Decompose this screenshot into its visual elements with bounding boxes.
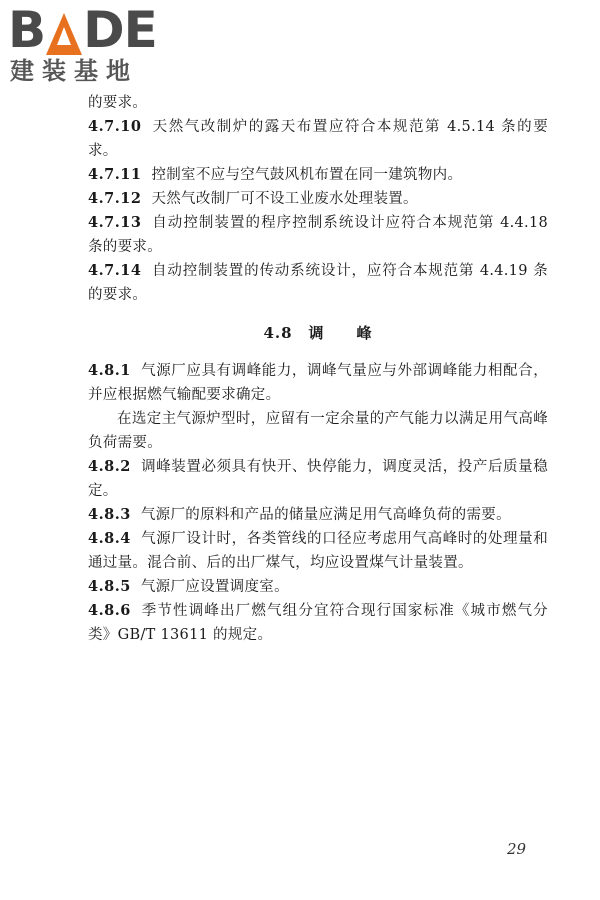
clause-text: 调峰装置必须具有快开、快停能力，调度灵活，投产后质量稳定。 — [88, 459, 548, 499]
clause-paragraph — [88, 599, 548, 647]
clause-text: 自动控制装置的传动系统设计，应符合本规范第 4.4.19 条的要求。 — [88, 263, 548, 303]
clause-text: 在选定主气源炉型时，应留有一定余量的产气能力以满足用气高峰负荷需要。 — [88, 411, 548, 451]
clause-paragraph — [88, 503, 548, 527]
clause-paragraph — [88, 359, 548, 407]
clause-text: 气源厂设计时，各类管线的口径应考虑用气高峰时的处理量和通过量。混合前、后的出厂煤气，均应设置煤气计量装置。 — [88, 531, 548, 571]
clause-paragraph — [88, 259, 548, 307]
clause-number: 4.7.13 — [88, 214, 142, 231]
clause-paragraph — [88, 91, 548, 115]
section-4-8-body — [88, 359, 548, 647]
clause-text: 气源厂应设置调度室。 — [140, 579, 289, 595]
brand-letter-b: B — [8, 1, 46, 59]
clause-text: 天然气改制炉的露天布置应符合本规范第 4.5.14 条的要求。 — [88, 119, 548, 159]
clause-paragraph — [88, 187, 548, 211]
clause-text: 气源厂应具有调峰能力，调峰气量应与外部调峰能力相配合，并应根据燃气输配要求确定。 — [88, 363, 548, 403]
clause-paragraph — [88, 455, 548, 503]
brand-wordmark — [8, 1, 157, 59]
clause-text: 的要求。 — [88, 95, 148, 111]
clause-text: 控制室不应与空气鼓风机布置在同一建筑物内。 — [151, 167, 463, 183]
clause-paragraph — [88, 163, 548, 187]
clause-number: 4.7.14 — [88, 262, 142, 279]
clause-paragraph — [88, 211, 548, 259]
clause-text: 自动控制装置的程序控制系统设计应符合本规范第 4.4.18 条的要求。 — [88, 215, 548, 255]
clause-number: 4.7.12 — [88, 190, 142, 207]
clause-number: 4.8.5 — [88, 578, 131, 595]
clause-paragraph — [88, 407, 548, 455]
clause-text: 季节性调峰出厂燃气组分宜符合现行国家标准《城市燃气分类》GB/T 13611 的规定。 — [88, 603, 548, 643]
page-number: 29 — [507, 840, 527, 858]
clause-number: 4.8.3 — [88, 506, 131, 523]
clause-number: 4.7.10 — [88, 118, 142, 135]
clause-number: 4.8.2 — [88, 458, 131, 475]
clause-paragraph — [88, 527, 548, 575]
brand-tagline: 建装基地 — [10, 57, 138, 85]
section-4-7-continuation — [88, 91, 548, 307]
section-title: 4.8 调 峰 — [263, 324, 373, 342]
brand-letters-de: DE — [83, 1, 157, 59]
clause-number: 4.8.1 — [88, 362, 131, 379]
clause-text: 天然气改制厂可不设工业废水处理装置。 — [151, 191, 418, 207]
clause-paragraph — [88, 115, 548, 163]
clause-paragraph — [88, 575, 548, 599]
document-body — [88, 91, 548, 647]
clause-number: 4.8.6 — [88, 602, 131, 619]
clause-number: 4.8.4 — [88, 530, 131, 547]
brand-logo — [8, 1, 183, 85]
clause-number: 4.7.11 — [88, 166, 142, 183]
brand-a-triangle-icon — [46, 9, 82, 55]
clause-text: 气源厂的原料和产品的储量应满足用气高峰负荷的需要。 — [140, 507, 511, 523]
